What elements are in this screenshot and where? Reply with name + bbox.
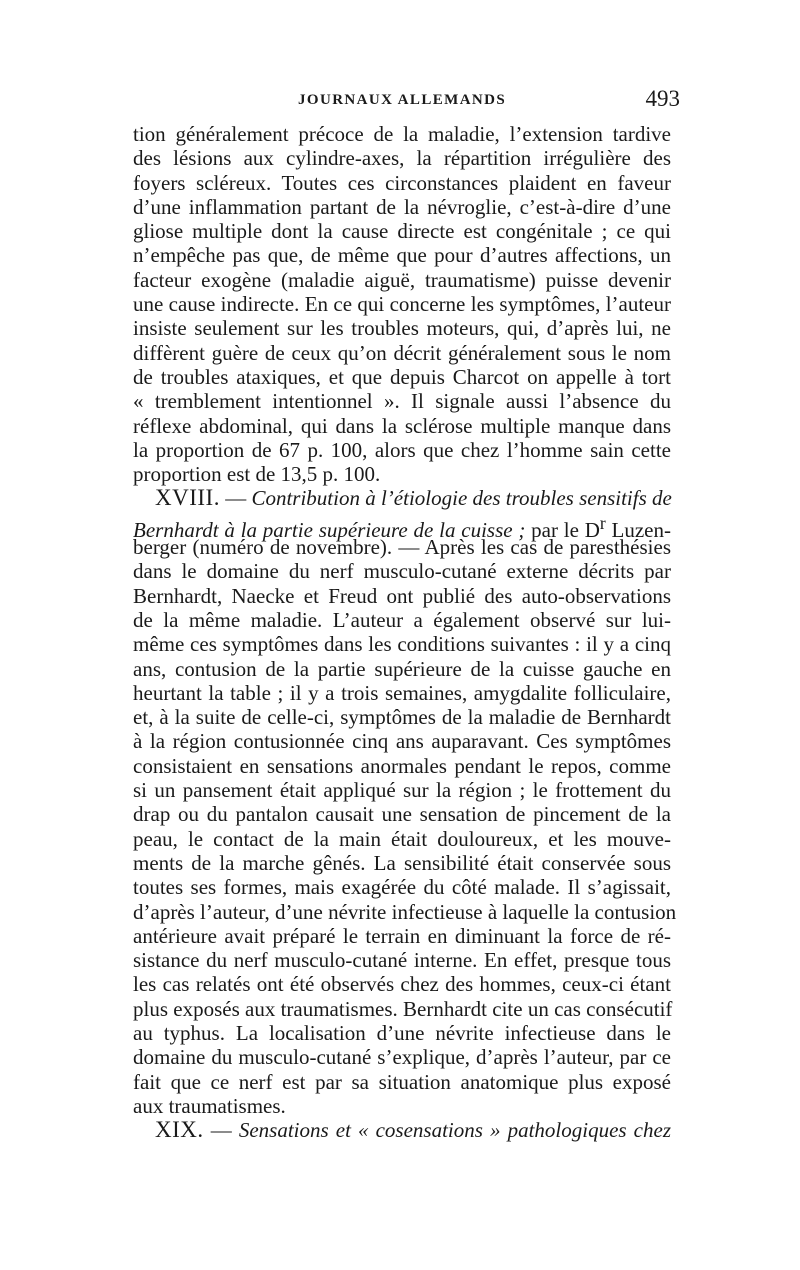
- text-line: facteur exogène (maladie aiguë, traumatisme) puisse devenir: [133, 267, 671, 292]
- text-line: d’après l’auteur, d’une névrite infectieuse à laquelle la contusion: [133, 899, 677, 924]
- text-line: domaine du musculo-cutané s’explique, d’après l’auteur, par ce: [133, 1045, 671, 1070]
- text-line: à la région contusionnée cinq ans auparavant. Ces symptômes: [133, 729, 671, 754]
- text-line: heurtant la table ; il y a trois semaines, amygdalite folliculaire,: [133, 680, 671, 705]
- text-line: diffèrent guère de ceux qu’on décrit généralement sous le nom: [133, 340, 671, 365]
- text-line: insiste seulement sur les troubles moteurs, qui, d’après lui, ne: [133, 316, 671, 341]
- text-line: de la même maladie. L’auteur a également observé sur lui-: [133, 607, 671, 632]
- text-line: antérieure avait préparé le terrain en diminuant la force de ré-: [133, 923, 671, 948]
- author-name: Luzen-: [605, 517, 671, 542]
- text-line: d’une inflammation partant de la névroglie, c’est-à-dire d’une: [133, 194, 671, 219]
- text-line: des lésions aux cylindre-axes, la répartition irrégulière des: [133, 146, 671, 171]
- section-number: XVIII.: [155, 485, 220, 511]
- text-line: si un pansement était appliqué sur la région ; le frottement du: [133, 778, 671, 803]
- text-line: peau, le contact de la main était douloureux, et les mouve-: [133, 826, 671, 851]
- text-line: drap ou du pantalon causait une sensation de pincement de la: [133, 802, 671, 827]
- section-heading-xviii: [133, 486, 671, 510]
- section-title: Sensations et « cosensations » pathologiques chez: [238, 1118, 671, 1143]
- dr-superscript: r: [599, 512, 606, 533]
- section-dash: —: [203, 1118, 239, 1143]
- text-line: fait que ce nerf est par sa situation anatomique plus exposé: [133, 1069, 671, 1094]
- author-intro: par le D: [525, 517, 600, 542]
- text-line: n’empêche pas que, de même que pour d’autres affections, un: [133, 243, 671, 268]
- text-line: une cause indirecte. En ce qui concerne les symptômes, l’auteur: [133, 292, 671, 317]
- text-line: la proportion de 67 p. 100, alors que chez l’homme sain cette: [133, 437, 671, 462]
- text-line: berger (numéro de novembre). — Après les cas de paresthésies: [133, 535, 671, 560]
- text-line: toutes ses formes, mais exagérée du côté malade. Il s’agissait,: [133, 875, 671, 900]
- section-title-cont: Bernhardt à la partie supérieure de la cuisse ;: [133, 517, 526, 542]
- text-line: et, à la suite de celle-ci, symptômes de la maladie de Bernhardt: [133, 705, 671, 730]
- text-line: « tremblement intentionnel ». Il signale aussi l’absence du: [133, 389, 671, 414]
- text-line: les cas relatés ont été observés chez des hommes, ceux-ci étant: [133, 972, 671, 997]
- text-line: de troubles ataxiques, et que depuis Charcot on appelle à tort: [133, 364, 671, 389]
- text-line: tion généralement précoce de la maladie, l’extension tardive: [133, 122, 671, 146]
- text-line: dans le domaine du nerf musculo-cutané externe décrits par: [133, 559, 671, 584]
- running-head: JOURNAUX ALLEMANDS: [298, 92, 507, 108]
- text-line: consistaient en sensations anormales pendant le repos, comme: [133, 753, 671, 778]
- text-line: foyers scléreux. Toutes ces circonstances plaident en faveur: [133, 170, 671, 195]
- section-title: Contribution à l’étiologie des troubles sensitifs de: [251, 486, 672, 511]
- text-line: ans, contusion de la partie supérieure de la cuisse gauche en: [133, 656, 671, 681]
- text-line: proportion est de 13,5 p. 100.: [133, 462, 381, 487]
- page-header: [120, 84, 680, 116]
- text-line: même ces symptômes dans les conditions suivantes : il y a cinq: [133, 632, 671, 657]
- text-line: ments de la marche gênés. La sensibilité était conservée sous: [133, 850, 671, 875]
- page-number: 493: [645, 86, 680, 111]
- section-number: XIX.: [155, 1117, 204, 1143]
- text-line: Bernhardt, Naecke et Freud ont publié des auto-observations: [133, 583, 671, 608]
- text-line: réflexe abdominal, qui dans la sclérose multiple manque dans: [133, 413, 671, 438]
- body-text: [133, 122, 677, 1143]
- text-line: au typhus. La localisation d’une névrite infectieuse dans le: [133, 1020, 671, 1045]
- text-line: sistance du nerf musculo-cutané interne. En effet, presque tous: [133, 948, 671, 973]
- text-line: gliose multiple dont la cause directe est congénitale ; ce qui: [133, 219, 671, 244]
- text-line: plus exposés aux traumatismes. Bernhardt cite un cas consécutif: [133, 996, 673, 1021]
- section-heading-xix: [133, 1118, 671, 1142]
- section-heading-xviii-cont: [133, 511, 671, 542]
- section-dash: —: [219, 486, 252, 511]
- text-line: aux traumatismes.: [133, 1093, 286, 1118]
